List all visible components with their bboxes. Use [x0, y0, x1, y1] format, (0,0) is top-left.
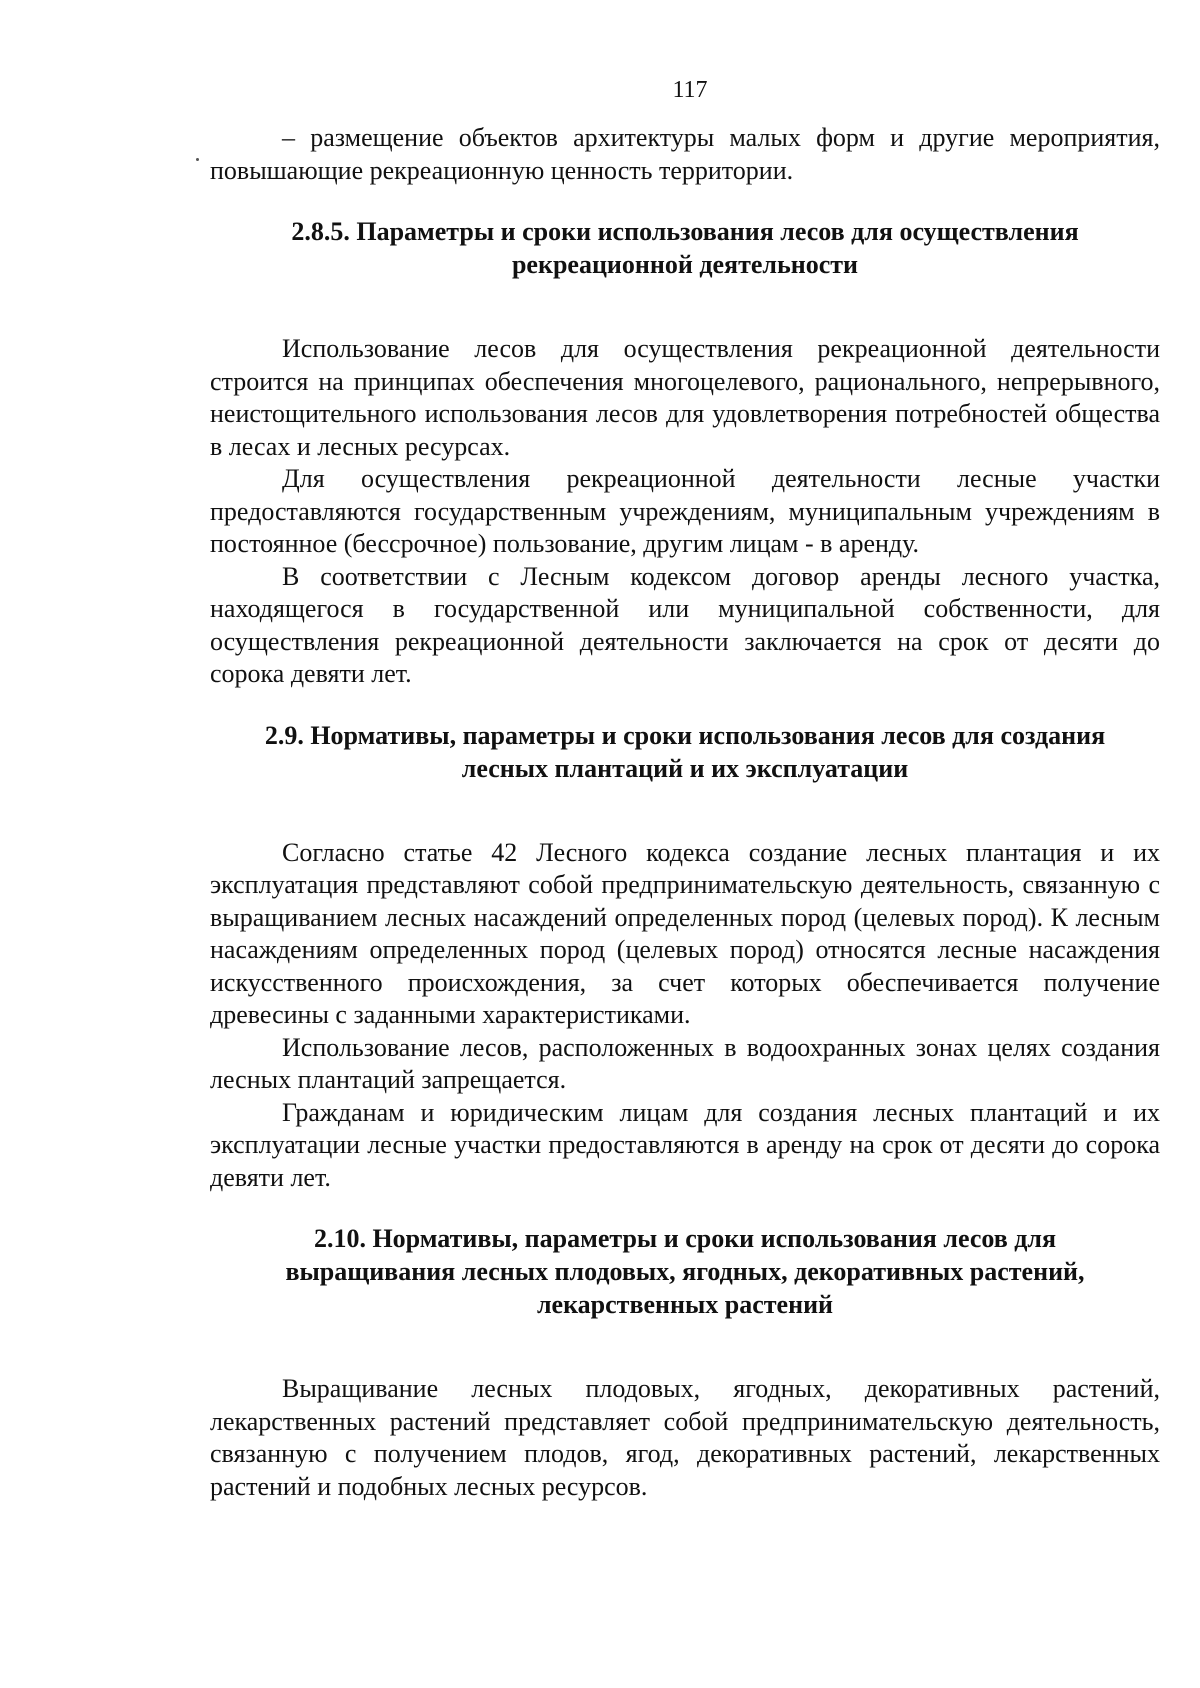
- section-2-10-heading: [210, 1222, 1160, 1321]
- page-number: 117: [672, 77, 708, 103]
- spacer: [210, 1194, 1160, 1222]
- paragraph: В соответствии с Лесным кодексом договор аренды лесного участка, находящегося в государственной или муниципальной собственности, для осуществления рекреационной деятельности заключается на срок от десяти до сорока девяти лет.: [210, 561, 1160, 688]
- heading-line: 2.10. Нормативы, параметры и сроки использования лесов для: [313, 1224, 1057, 1253]
- section-2-9-heading: [210, 719, 1160, 785]
- spacer: [210, 1321, 1160, 1373]
- spacer: [210, 187, 1160, 215]
- heading-line: лесных плантаций и их эксплуатации: [461, 753, 909, 783]
- heading-line: 2.9. Нормативы, параметры и сроки использования лесов для создания: [264, 720, 1106, 750]
- spacer: [210, 281, 1160, 333]
- spacer: [210, 691, 1160, 719]
- heading-line: лекарственных растений: [536, 1290, 834, 1319]
- heading-line: выращивания лесных плодовых, ягодных, декоративных растений,: [285, 1257, 1085, 1286]
- scan-artifact: [196, 158, 199, 161]
- intro-dash-item: – размещение объектов архитектуры малых форм и другие мероприятия, повышающие рекреационную ценность территории.: [210, 123, 1160, 185]
- section-2-8-5-heading: [210, 215, 1160, 281]
- paragraph: Выращивание лесных плодовых, ягодных, декоративных растений, лекарственных растений представляет собой предпринимательскую деятельность, связанную с получением плодов, ягод, декоративных растений, лекарственных растений и подобных лесных ресурсов.: [210, 1374, 1160, 1501]
- paragraph: Для осуществления рекреационной деятельности лесные участки предоставляются государственным учреждениям, муниципальным учреждениям в постоянное (бессрочное) пользование, другим лицам - в аренду.: [210, 464, 1160, 558]
- paragraph: Гражданам и юридическим лицам для создания лесных плантаций и их эксплуатации лесные участки предоставляются в аренду на срок от десяти до сорока девяти лет.: [210, 1097, 1160, 1192]
- page-content: [210, 122, 1160, 1503]
- spacer: [210, 785, 1160, 837]
- paragraph: Согласно статье 42 Лесного кодекса создание лесных плантация и их эксплуатация представляют собой предпринимательскую деятельность, связанную с выращиванием лесных насаждений определенных пород (целевых пород). К лесным насаждениям определенных пород (целевых пород) относятся лесные насаждения искусственного происхождения, за счет которых обеспечивается получение древесины с заданными характеристиками.: [210, 837, 1160, 1029]
- paragraph: Использование лесов для осуществления рекреационной деятельности строится на принципах обеспечения многоцелевого, рационального, непрерывного, неистощительного использования лесов для удовлетворения потребностей общества в лесах и лесных ресурсах.: [210, 334, 1160, 461]
- heading-line: 2.8.5. Параметры и сроки использования лесов для осуществления: [291, 217, 1079, 246]
- heading-line: рекреационной деятельности: [511, 250, 859, 279]
- paragraph: Использование лесов, расположенных в водоохранных зонах целях создания лесных плантаций запрещается.: [210, 1032, 1160, 1094]
